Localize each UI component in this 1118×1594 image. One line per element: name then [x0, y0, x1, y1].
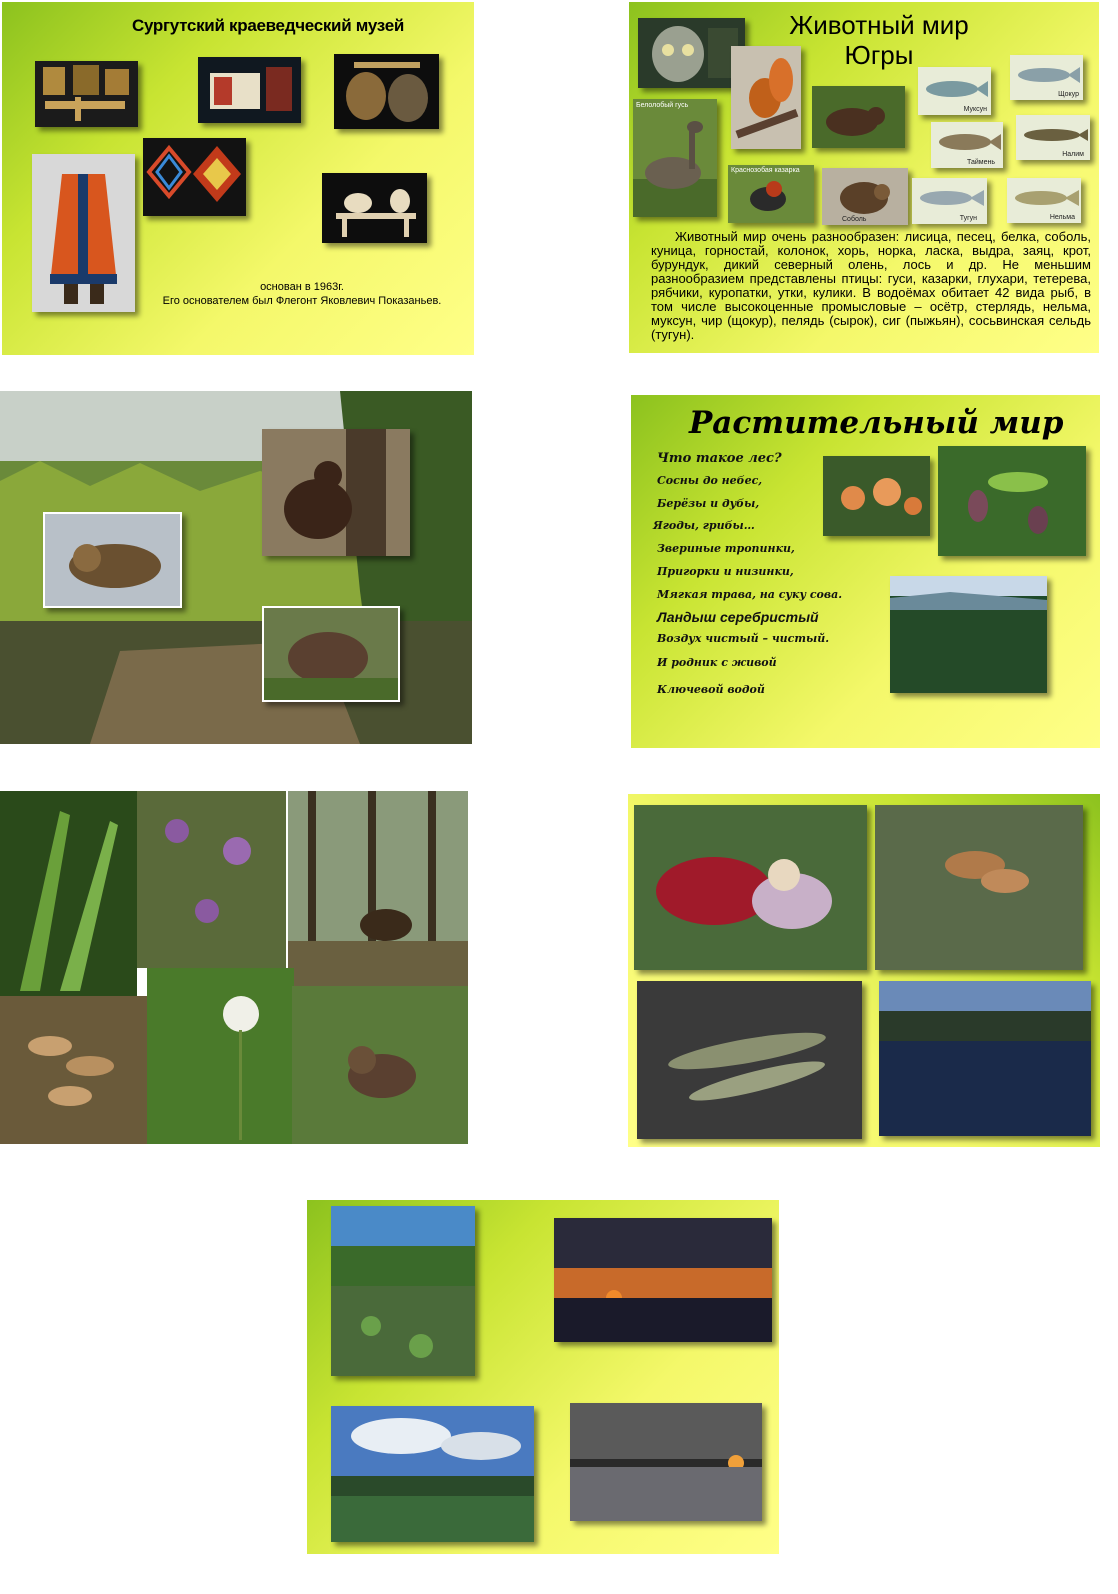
nalim-caption: Налим [1062, 151, 1084, 158]
sable-photo [822, 168, 908, 225]
slide-title [779, 10, 979, 70]
slide-title: Растительный мир [689, 405, 1064, 441]
poem-line-1: Что такое лес? [657, 451, 782, 466]
cloudy-lake-photo [331, 1406, 534, 1542]
mushrooms-photo [0, 996, 147, 1144]
carving-photo [322, 173, 427, 243]
berries-buckets-photo [634, 805, 867, 970]
poem-line-10: И родник с живой [657, 656, 777, 669]
poem-line-4: Ягоды, грибы… [653, 519, 755, 532]
slide-fauna [629, 2, 1099, 353]
slide-title: Сургутский краеведческий музей [132, 16, 404, 35]
poem-line-2: Сосны до небес, [657, 474, 763, 487]
slide-forest-collage [0, 391, 472, 744]
duck-photo [728, 165, 814, 223]
title-line2: Югры [844, 40, 914, 70]
water-lilies-photo [331, 1206, 475, 1376]
bison-forest-photo [288, 791, 468, 986]
nelma-caption: Нельма [1049, 214, 1075, 221]
costume-photo [32, 154, 135, 312]
rosehip-photo [823, 456, 930, 536]
larch-cones-photo [938, 446, 1086, 556]
poem-line-8: Ландыш серебристый [657, 609, 819, 625]
misty-sunrise-photo [570, 1403, 762, 1521]
founded-line2: Его основателем был Флегонт Яковлевич Показаньев. [162, 295, 442, 307]
flowers-photo [137, 791, 286, 968]
taimen-caption: Таймень [967, 159, 995, 166]
pouches-photo [334, 54, 439, 129]
campfire-sunset-photo [554, 1218, 772, 1342]
taiga-photo [890, 576, 1047, 693]
poem-line-11: Ключевой водой [657, 683, 765, 696]
taimen-photo [931, 122, 1003, 168]
poem-line-3: Берёзы и дубы, [657, 497, 760, 510]
title-line1: Животный мир [789, 10, 969, 40]
mushrooms-moss-photo [875, 805, 1083, 970]
poem-line-5: Звериные тропинки, [657, 542, 795, 555]
pike-fish-photo [637, 981, 862, 1139]
fern-photo [0, 791, 137, 996]
sable-inset-photo [43, 512, 182, 608]
forest-lake-photo [879, 981, 1091, 1136]
muksun-photo [918, 67, 991, 115]
slide-flora [631, 395, 1100, 748]
sable-caption: Соболь [842, 216, 867, 223]
goose-photo [633, 99, 717, 217]
slide-nature-collage [0, 791, 468, 1144]
ornaments-photo [143, 138, 246, 216]
tugun-photo [912, 178, 987, 224]
bear-photo [812, 86, 905, 148]
bear-inset-photo [262, 429, 410, 556]
dandelion-photo [147, 968, 294, 1144]
founded-line1: основан в 1963г. [260, 281, 344, 293]
goose-caption: Белолобый гусь [636, 102, 689, 109]
slide-landscapes [307, 1200, 779, 1554]
squirrel-photo [731, 46, 801, 149]
shchokur-caption: Щокур [1058, 91, 1079, 98]
fauna-paragraph: Животный мир очень разнообразен: лисица, песец, белка, соболь, куница, горностай, колонок, хорь, норка, ласка, выдра, заяц, крот, бурундук, дикий северный олень, лось и др. Не меньшим разнообразием представлены птицы: гуси, казарки, глухари, тетерева, рябчики, куропатки, утки, кулики. В водоёмах обитает 42 вида рыб, в том числе высокоценные промысловые – осётр, стерлядь, нельма, муксун, чир (щокур), пелядь (сырок), сиг (пыжьян), сосьвинская сельдь (тугун). [651, 229, 1091, 342]
founded-text [132, 280, 472, 308]
tugun-caption: Тугун [959, 215, 977, 222]
owl-photo [638, 18, 745, 88]
book-photo [198, 57, 301, 123]
nalim-photo [1016, 115, 1090, 160]
slide-harvest [628, 794, 1100, 1147]
poem-line-6: Пригорки и низинки, [657, 565, 794, 578]
shchokur-photo [1010, 55, 1083, 100]
icons-photo [35, 61, 138, 127]
beaver-inset-photo [262, 606, 400, 702]
slide-museum [2, 2, 474, 355]
duck-caption: Краснозобая казарка [731, 167, 800, 174]
nelma-photo [1007, 178, 1081, 223]
poem-line-9: Воздух чистый – чистый. [657, 632, 830, 645]
muksun-caption: Муксун [963, 106, 987, 113]
poem-line-7: Мягкая трава, на суку сова. [657, 588, 843, 601]
wolf-cub-photo [292, 986, 468, 1144]
